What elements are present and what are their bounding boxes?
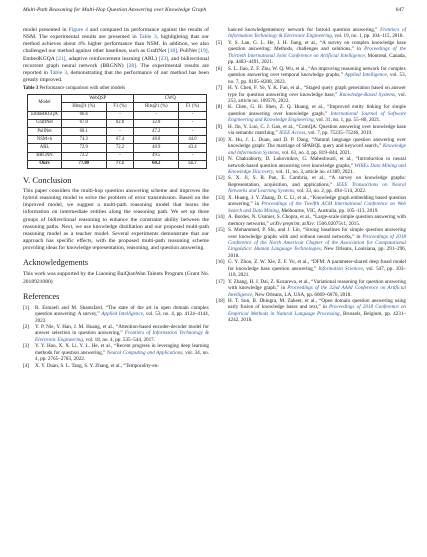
table-row — [28, 136, 207, 144]
cell-value: 48.9 — [134, 144, 179, 152]
reference-item — [23, 324, 209, 343]
citation-link[interactable]: [23] — [158, 55, 168, 62]
reference-text: S. X. Ji, S. R. Pan, E. Cambria, et al., “A survey on knowledge graphs: Representation, acquisition, and applications,” — [228, 175, 406, 188]
citation-link[interactable]: [21] — [56, 55, 66, 62]
reference-item — [216, 104, 406, 123]
reference-text: H. T. Sun, B. Dhingra, M. Zaheer, et al., “Open domain question answering using early fusion of knowledge bases and text,” in — [228, 298, 406, 311]
reference-venue-link[interactable]: Proceedings of the Thirtieth International Joint Conference on Artificial Intelligence — [228, 46, 407, 59]
reference-item — [216, 40, 406, 66]
reference-text: , arXiv: 1506.02075v1, 2015. — [299, 220, 361, 227]
table-header-row — [28, 95, 207, 103]
reference-venue-link[interactable]: Knowledge-Based Systems — [339, 91, 395, 98]
table-row-ours — [28, 160, 207, 168]
reference-text: , vol. 7, pp. 75235–75246, 2019. — [305, 130, 373, 137]
reference-venue-link[interactable]: Knowledge and Information Systems — [228, 143, 406, 156]
cell-value: 51.7 — [178, 160, 206, 168]
reference-text: X. Hu, J. L. Duan, and D. P. Dang, “Natural language question answering over knowledge graph: The marriage of SPARQL query and keyword search,” — [228, 136, 406, 150]
cell-model: ARL — [28, 144, 62, 152]
cell-value: - — [106, 111, 134, 119]
reference-text: , vol. 11, no. 3, article no. e1389, 2021. — [273, 168, 354, 175]
reference-text: Y. Zhang, H. J. Dai, Z. Kozareva, et al., “Variational reasoning for question answering with knowledge graph,” in — [228, 278, 406, 292]
text-run: and compared its performance against the results of NSM. The experimental results are presented in — [23, 27, 209, 41]
cell-value: 44.0 — [178, 136, 206, 144]
right-column — [216, 27, 406, 324]
reference-item — [216, 156, 406, 175]
reference-item — [23, 343, 209, 362]
results-paragraph — [23, 27, 209, 84]
reference-item — [216, 227, 406, 259]
table-caption-text: Performance comparison with other models — [38, 86, 125, 92]
reference-item — [216, 279, 406, 298]
reference-venue-link[interactable]: Neural Computing and Applications — [106, 349, 183, 356]
cell-model: PullNet — [28, 128, 62, 136]
text-run: , highlighting that our method achieves about 4% higher performance than NSM. In addition, we also challenged our method against other baselines, such as GraftNet — [23, 34, 209, 55]
reference-venue: arXiv preprint — [270, 220, 300, 227]
reference-list-right — [216, 27, 406, 324]
reference-number: [18] — [216, 298, 225, 305]
table-row — [28, 128, 207, 136]
cell-value: 72.9 — [62, 144, 107, 152]
table-caption — [23, 86, 209, 92]
table-link[interactable]: Table 3 — [49, 69, 68, 76]
reference-text: Y. S. Lan, G. L. He, J. H. Jiang, et al., “A survey on complex knowledge base question answering: Methods, challenges and solutions,” in — [228, 39, 406, 53]
reference-text: R. Esmaeli and M. Shamsfard, “The state of the art in open domain complex question answering: A survey,” — [35, 304, 209, 318]
cell-model: GraftNet — [28, 119, 62, 127]
reference-item — [216, 124, 406, 137]
page-header — [23, 7, 404, 16]
col-header-model: Model — [28, 95, 62, 111]
citation-link[interactable]: [19] — [198, 48, 208, 55]
reference-number: [9] — [216, 123, 222, 130]
results-text — [23, 27, 209, 84]
figure-link[interactable]: Figure 4 — [68, 27, 88, 33]
citation-link[interactable]: [18] — [167, 48, 178, 55]
reference-number: [10] — [216, 136, 225, 143]
reference-number: [16] — [216, 259, 225, 266]
reference-list-left — [23, 305, 209, 370]
reference-number: [4] — [23, 362, 29, 369]
reference-text: K. Chen, G. H. Shen, Z. Q. Huang, et al., “Improved entity linking for simple question answering over knowledge graph,” — [228, 104, 406, 117]
reference-venue-link[interactable]: Proceedings of 2018 Conference of the North American Chapter of the Association for Computational Linguistics: Human Language Technologies — [228, 233, 406, 253]
reference-item — [216, 175, 406, 194]
cell-model: BRGNN — [28, 152, 62, 160]
reference-text: hanced knowledgememory network for factoid question answering,” — [228, 27, 381, 33]
reference-number: [5] — [216, 39, 222, 46]
cell-value: 47.2 — [134, 128, 179, 136]
reference-text: Y. P. Nie, Y. Han, J. M. Huang, et al., “Attention-based encoder-decoder model for answer selection in question answering,” — [35, 324, 209, 337]
cell-value: 72.2 — [106, 144, 134, 152]
reference-text: , vol. 19, no. 1, pp. 104–115, 2018. — [331, 33, 404, 40]
reference-text: H. Jin, Y. Luo, C. J. Gao, et al., “ComQA: Question answering over knowledge base via semantic matching,” — [228, 123, 406, 137]
reference-item — [216, 85, 406, 104]
reference-text: , Melbourne, VIC, Australia, pp. 105–113, 2019. — [278, 207, 379, 214]
reference-number: [6] — [216, 65, 222, 72]
reference-item — [216, 66, 406, 85]
reference-item — [23, 363, 209, 369]
reference-number: [14] — [216, 214, 225, 221]
left-column — [23, 27, 209, 369]
reference-text: A. Bordes, N. Usunier, S. Chopra, et al., “Large-scale simple question answering with memory networks,” — [228, 214, 406, 227]
citation-link[interactable]: [28] — [126, 62, 137, 69]
cell-value: - — [106, 152, 134, 160]
reference-text: , Brussels, Belgium, pp. 4231–4242, 2018. — [228, 310, 406, 324]
reference-number: [12] — [216, 175, 225, 182]
cell-value: - — [178, 111, 206, 119]
text-run: , demonstrating that the performance of our method has been greatly improved. — [23, 69, 209, 84]
reference-item — [216, 214, 406, 227]
reference-venue-link[interactable]: International Journal of Software Engineering and Knowledge Engineering — [228, 110, 406, 124]
cell-value: - — [134, 111, 179, 119]
cell-model: EmbedKGQA — [28, 111, 62, 119]
cell-model: Ours — [28, 160, 62, 168]
cell-value: - — [178, 119, 206, 127]
reference-number: [17] — [216, 278, 225, 285]
reference-text: , vol. 547, pp. 103–118, 2021. — [228, 265, 406, 279]
cell-value: 72.2 — [62, 152, 107, 160]
col-header-webqsp: WebQSP — [62, 95, 134, 103]
reference-venue-link[interactable]: IEEE Transactions on Neural Networks and Learning Systems — [228, 181, 406, 195]
table-row — [28, 152, 207, 160]
reference-number: [11] — [216, 156, 225, 163]
table-row — [28, 119, 207, 127]
text-run: model presented in — [23, 27, 69, 33]
reference-text: , vol. 53, no. 4, pp. 4124–4144, 2023. — [35, 311, 209, 324]
col-header-hits1: Hits@1 (%) — [62, 103, 107, 111]
text-run: , adaptive reinforcement learning (ARL) — [65, 55, 159, 62]
reference-text: , New Orleans, LA, USA, pp. 6069–6076, 2018. — [252, 291, 352, 298]
cell-value: - — [106, 128, 134, 136]
cell-value: 68.1 — [62, 128, 107, 136]
reference-text: , vol. 34, no. 4, pp. 2765–2783, 2022. — [35, 349, 209, 363]
cell-value: 77.1 — [106, 160, 134, 168]
conclusion-text: This paper considers the multi-hop question answering scheme and improves the hybrid reasoning model to solve the problem of error transmission. Based on the improved model, we suggest a multi-path reasoning model that learns the information on intermediate entities along the reasoning path. We set up three groups of bidirectional reasoning to enhance the constraint ability between the reasoning paths. Next, we use knowledge distillation and our proposed multi-path reasoning model as a teacher model. Several experiments demonstrate that our approach has specific effects, with the proposed multi-path reasoning scheme providing ideas for knowledge representation, reasoning, and question answering. — [23, 187, 209, 252]
cell-value: 60.2 — [134, 160, 179, 168]
reference-text: H. Y. Chen, F. Ye, Y. K. Fan, et al., “Staged query graph generation based on answer type for question answering over knowledge base,” — [228, 85, 406, 98]
reference-text: Y. Y. Hao, X. X. Li, Y. L. He, et al., “Recent progress in leveraging deep learning methods for question answering,” — [35, 343, 209, 356]
col-header-f1: F1 (%) — [106, 103, 134, 111]
cell-value: - — [178, 128, 206, 136]
reference-text: N. Chakraborty, D. Lukovnikov, G. Maheshwari, et al., “Introduction to neural network-based question answering over knowledge graphs,” — [228, 156, 406, 169]
reference-number: [2] — [23, 324, 29, 331]
cell-value: 77.80 — [62, 160, 107, 168]
cell-value: 67.4 — [106, 136, 134, 144]
reference-text: S. L. Jiao, Z. F. Zhu, W. Q. Wu, et al., “An improving reasoning network for complex question answering over temporal knowledge graphs,” — [228, 65, 406, 79]
reference-venue-link[interactable]: Information Sciences — [318, 265, 363, 272]
reference-item — [216, 137, 406, 156]
table-row — [28, 144, 207, 152]
col-header-f1: F1 (%) — [178, 103, 206, 111]
reference-item — [216, 259, 406, 278]
table-link[interactable]: Table 3 — [139, 34, 157, 41]
text-run: . The experimental results are reported in — [23, 62, 209, 76]
cell-value: 49.5 — [134, 152, 179, 160]
cell-value: 62.8 — [106, 119, 134, 127]
ack-text: This work was supported by the Liaoning BaiQianWan Talents Program (Grant No. 2018921080) — [23, 271, 209, 285]
text-run: , and bidirectional recurrent graph neural network (BRGNN) — [23, 55, 209, 69]
text-run: , EmbedKGQA — [23, 48, 209, 62]
cell-value: - — [178, 152, 206, 160]
table-label: Table 3 — [23, 86, 39, 92]
reference-number: [7] — [216, 85, 222, 92]
reference-number: [13] — [216, 194, 225, 201]
reference-venue-link[interactable]: WIREs Data Mining and Knowledge Discovery — [228, 162, 406, 175]
cell-value: 66.6 — [62, 111, 107, 119]
reference-venue-link[interactable]: Proceedings of the 32nd AAAI Conference on Artificial Intelligence — [228, 285, 406, 298]
reference-venue-link[interactable]: Applied Intelligence — [344, 72, 387, 79]
reference-text: X. Huang, J. Y. Zhang, D. C. Li, et al., “Knowledge graph embedding based question answering,” in — [228, 194, 406, 208]
results-table — [27, 94, 207, 169]
reference-text: , vol. 53, no. 7, pp. 8195–8208, 2023. — [228, 72, 406, 85]
cell-value: 32.8 — [134, 119, 179, 127]
reference-text: G. Y. Zhou, Z. W. Xie, Z. F. Yu, et al., “DFM: A parameter-shared deep fused model for knowledge base question answering,” — [228, 259, 406, 272]
reference-number: [15] — [216, 227, 225, 234]
cell-value: 67.8 — [62, 119, 107, 127]
references-heading: References — [23, 291, 60, 301]
reference-venue-link[interactable]: Frontiers of Information Technology & Electronic Engineering — [35, 330, 209, 343]
reference-text: S. Mohammed, P. Shi, and J. Lin, “Strong baselines for simple question answering over knowledge graphs with and without neural networks,” in — [228, 227, 406, 240]
reference-number: [1] — [23, 304, 29, 311]
reference-number: [3] — [23, 343, 29, 350]
reference-text: , Montreal, Canada, pp. 4483–4491, 2021. — [228, 52, 406, 66]
cell-model: NSM+h — [28, 136, 62, 144]
reference-venue-link[interactable]: Frontiers of Information Technology & Electronic Engineering — [228, 27, 406, 40]
conclusion-heading: V. Conclusion — [23, 174, 72, 185]
reference-text: , vol. 253, article no. 109576, 2022. — [228, 91, 407, 104]
reference-item — [216, 298, 406, 324]
reference-venue-link[interactable]: Proceedings of the Twelfth ACM International Conference on Web Search and Data Mining — [228, 201, 406, 214]
table-row — [28, 111, 207, 119]
reference-text: , New Orleans, Louisiana, pp. 291–296, 2018. — [228, 246, 406, 259]
text-run: , PullNet — [177, 48, 199, 55]
reference-number: [8] — [216, 104, 222, 111]
col-header-cwq: CWQ — [134, 95, 207, 103]
col-header-hits1: Hits@1 (%) — [134, 103, 179, 111]
ack-heading: Acknowledgements — [23, 258, 89, 268]
reference-text: , vol. 31, no. 1, pp. 55–80, 2021. — [313, 117, 381, 124]
cell-value: 43.4 — [178, 144, 206, 152]
running-title: Multi-Path Reasoning for Multi-Hop Question Answering over Knowledge Graph — [23, 7, 207, 13]
reference-venue-link[interactable]: IEEE Access — [279, 130, 306, 137]
reference-venue-link[interactable]: Proceedings of 2018 Conference on Empirical Methods in Natural Language Processing — [228, 304, 407, 317]
reference-text: , vol. 18, no. 4, pp. 535–544, 2017. — [82, 336, 156, 343]
cell-value: 48.8 — [134, 136, 179, 144]
reference-item — [216, 27, 406, 40]
page-number: 647 — [395, 7, 404, 13]
reference-item — [23, 305, 209, 324]
reference-text: X. Y. Duan, S. L. Tang, S. Y. Zhang, et al., “Temporality-en- — [35, 362, 159, 369]
cell-value: 74.3 — [62, 136, 107, 144]
reference-venue-link[interactable]: Applied Intelligence — [101, 311, 144, 318]
reference-text: , vol. 63, no. 4, pp. 819–844, 2021. — [279, 149, 352, 156]
reference-item — [216, 195, 406, 214]
reference-text: , vol. 33, no. 2, pp. 494–514, 2022. — [294, 188, 367, 195]
